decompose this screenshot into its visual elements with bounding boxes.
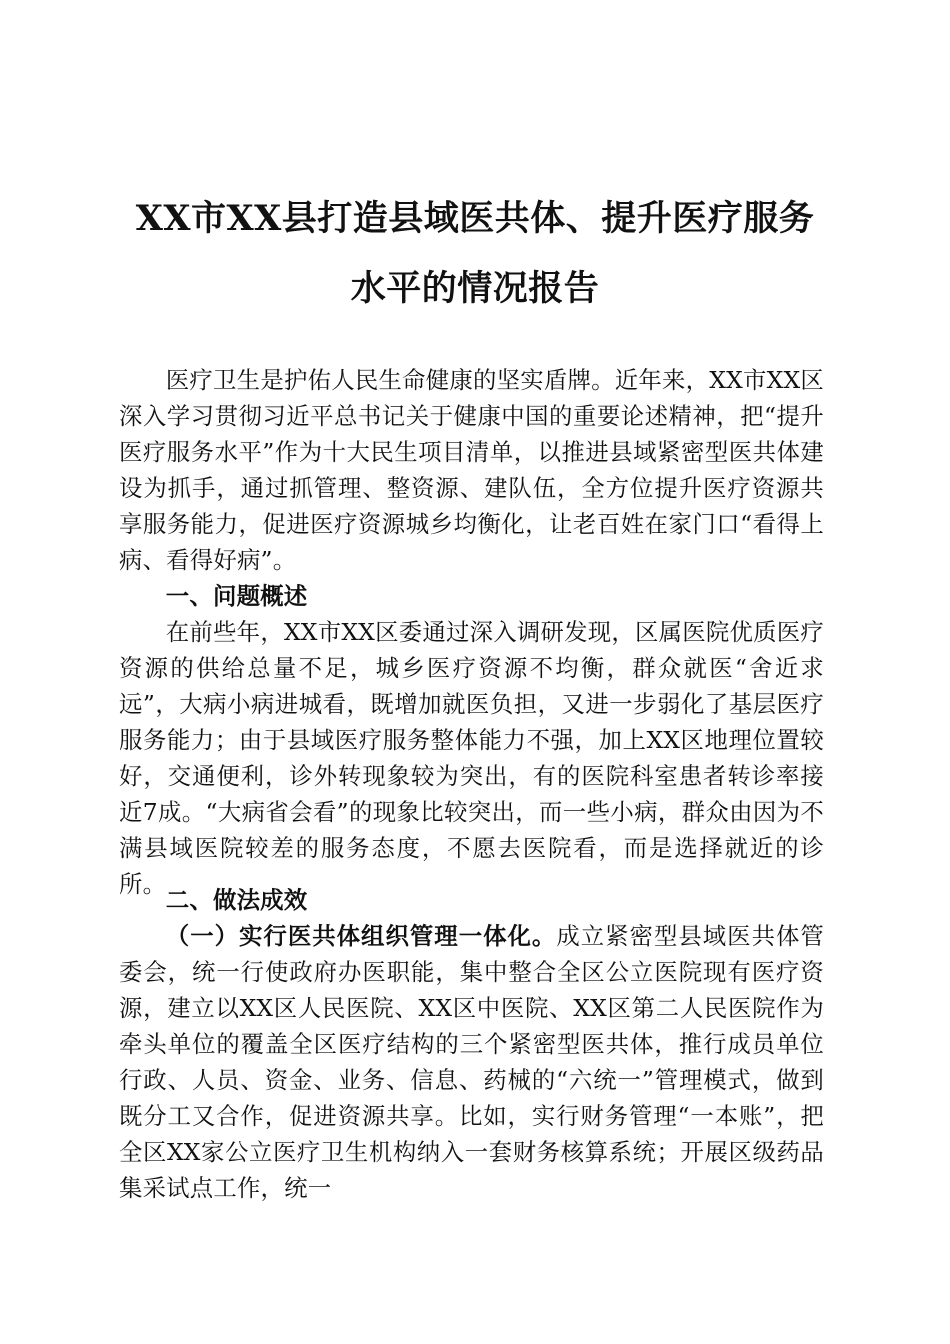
document-title-line1: XX市XX县打造县域医共体、提升医疗服务 — [135, 198, 815, 239]
section2-heading: 二、做法成效 — [165, 886, 308, 914]
section2-sub1-paragraph — [119, 918, 824, 1206]
section2-sub1-text: 成立紧密型县域医共体管委会，统一行使政府办医职能，集中整合全区公立医院现有医疗资源，建立以XX区人民医院、XX区中医院、XX区第二人民医院作为牵头单位的覆盖全区医疗结构的三个紧密型医共体，推行成员单位行政、人员、资金、业务、信息、药械的“六统一”管理模式，做到既分工又合作，促进资源共享。比如，实行财务管理“一本账”，把全区XX家公立医疗卫生机构纳入一套财务核算系统；开展区级药品集采试点工作，统一 — [119, 922, 824, 1202]
section1-paragraph: 在前些年，XX市XX区委通过深入调研发现，区属医院优质医疗资源的供给总量不足，城乡医疗资源不均衡，群众就医“舍近求远”，大病小病进城看，既增加就医负担，又进一步弱化了基层医疗服务能力；由于县域医疗服务整体能力不强，加上XX区地理位置较好，交通便利，诊外转现象较为突出，有的医院科室患者转诊率接近7成。“大病省会看”的现象比较突出，而一些小病，群众由因为不满县域医院较差的服务态度，不愿去医院看，而是选择就近的诊所。 — [119, 618, 824, 898]
intro-paragraph: 医疗卫生是护佑人民生命健康的坚实盾牌。近年来，XX市XX区深入学习贯彻习近平总书记关于健康中国的重要论述精神，把“提升医疗服务水平”作为十大民生项目清单，以推进县域紧密型医共体建设为抓手，通过抓管理、整资源、建队伍，全方位提升医疗资源共享服务能力，促进医疗资源城乡均衡化，让老百姓在家门口“看得上病、看得好病”。 — [119, 366, 824, 574]
section2-sub1-title: （一）实行医共体组织管理一体化。 — [165, 922, 557, 950]
document-body-part1 — [119, 362, 824, 902]
section1-heading: 一、问题概述 — [165, 582, 308, 610]
document-title-line2: 水平的情况报告 — [350, 268, 600, 309]
document-body-part2 — [119, 882, 824, 1206]
